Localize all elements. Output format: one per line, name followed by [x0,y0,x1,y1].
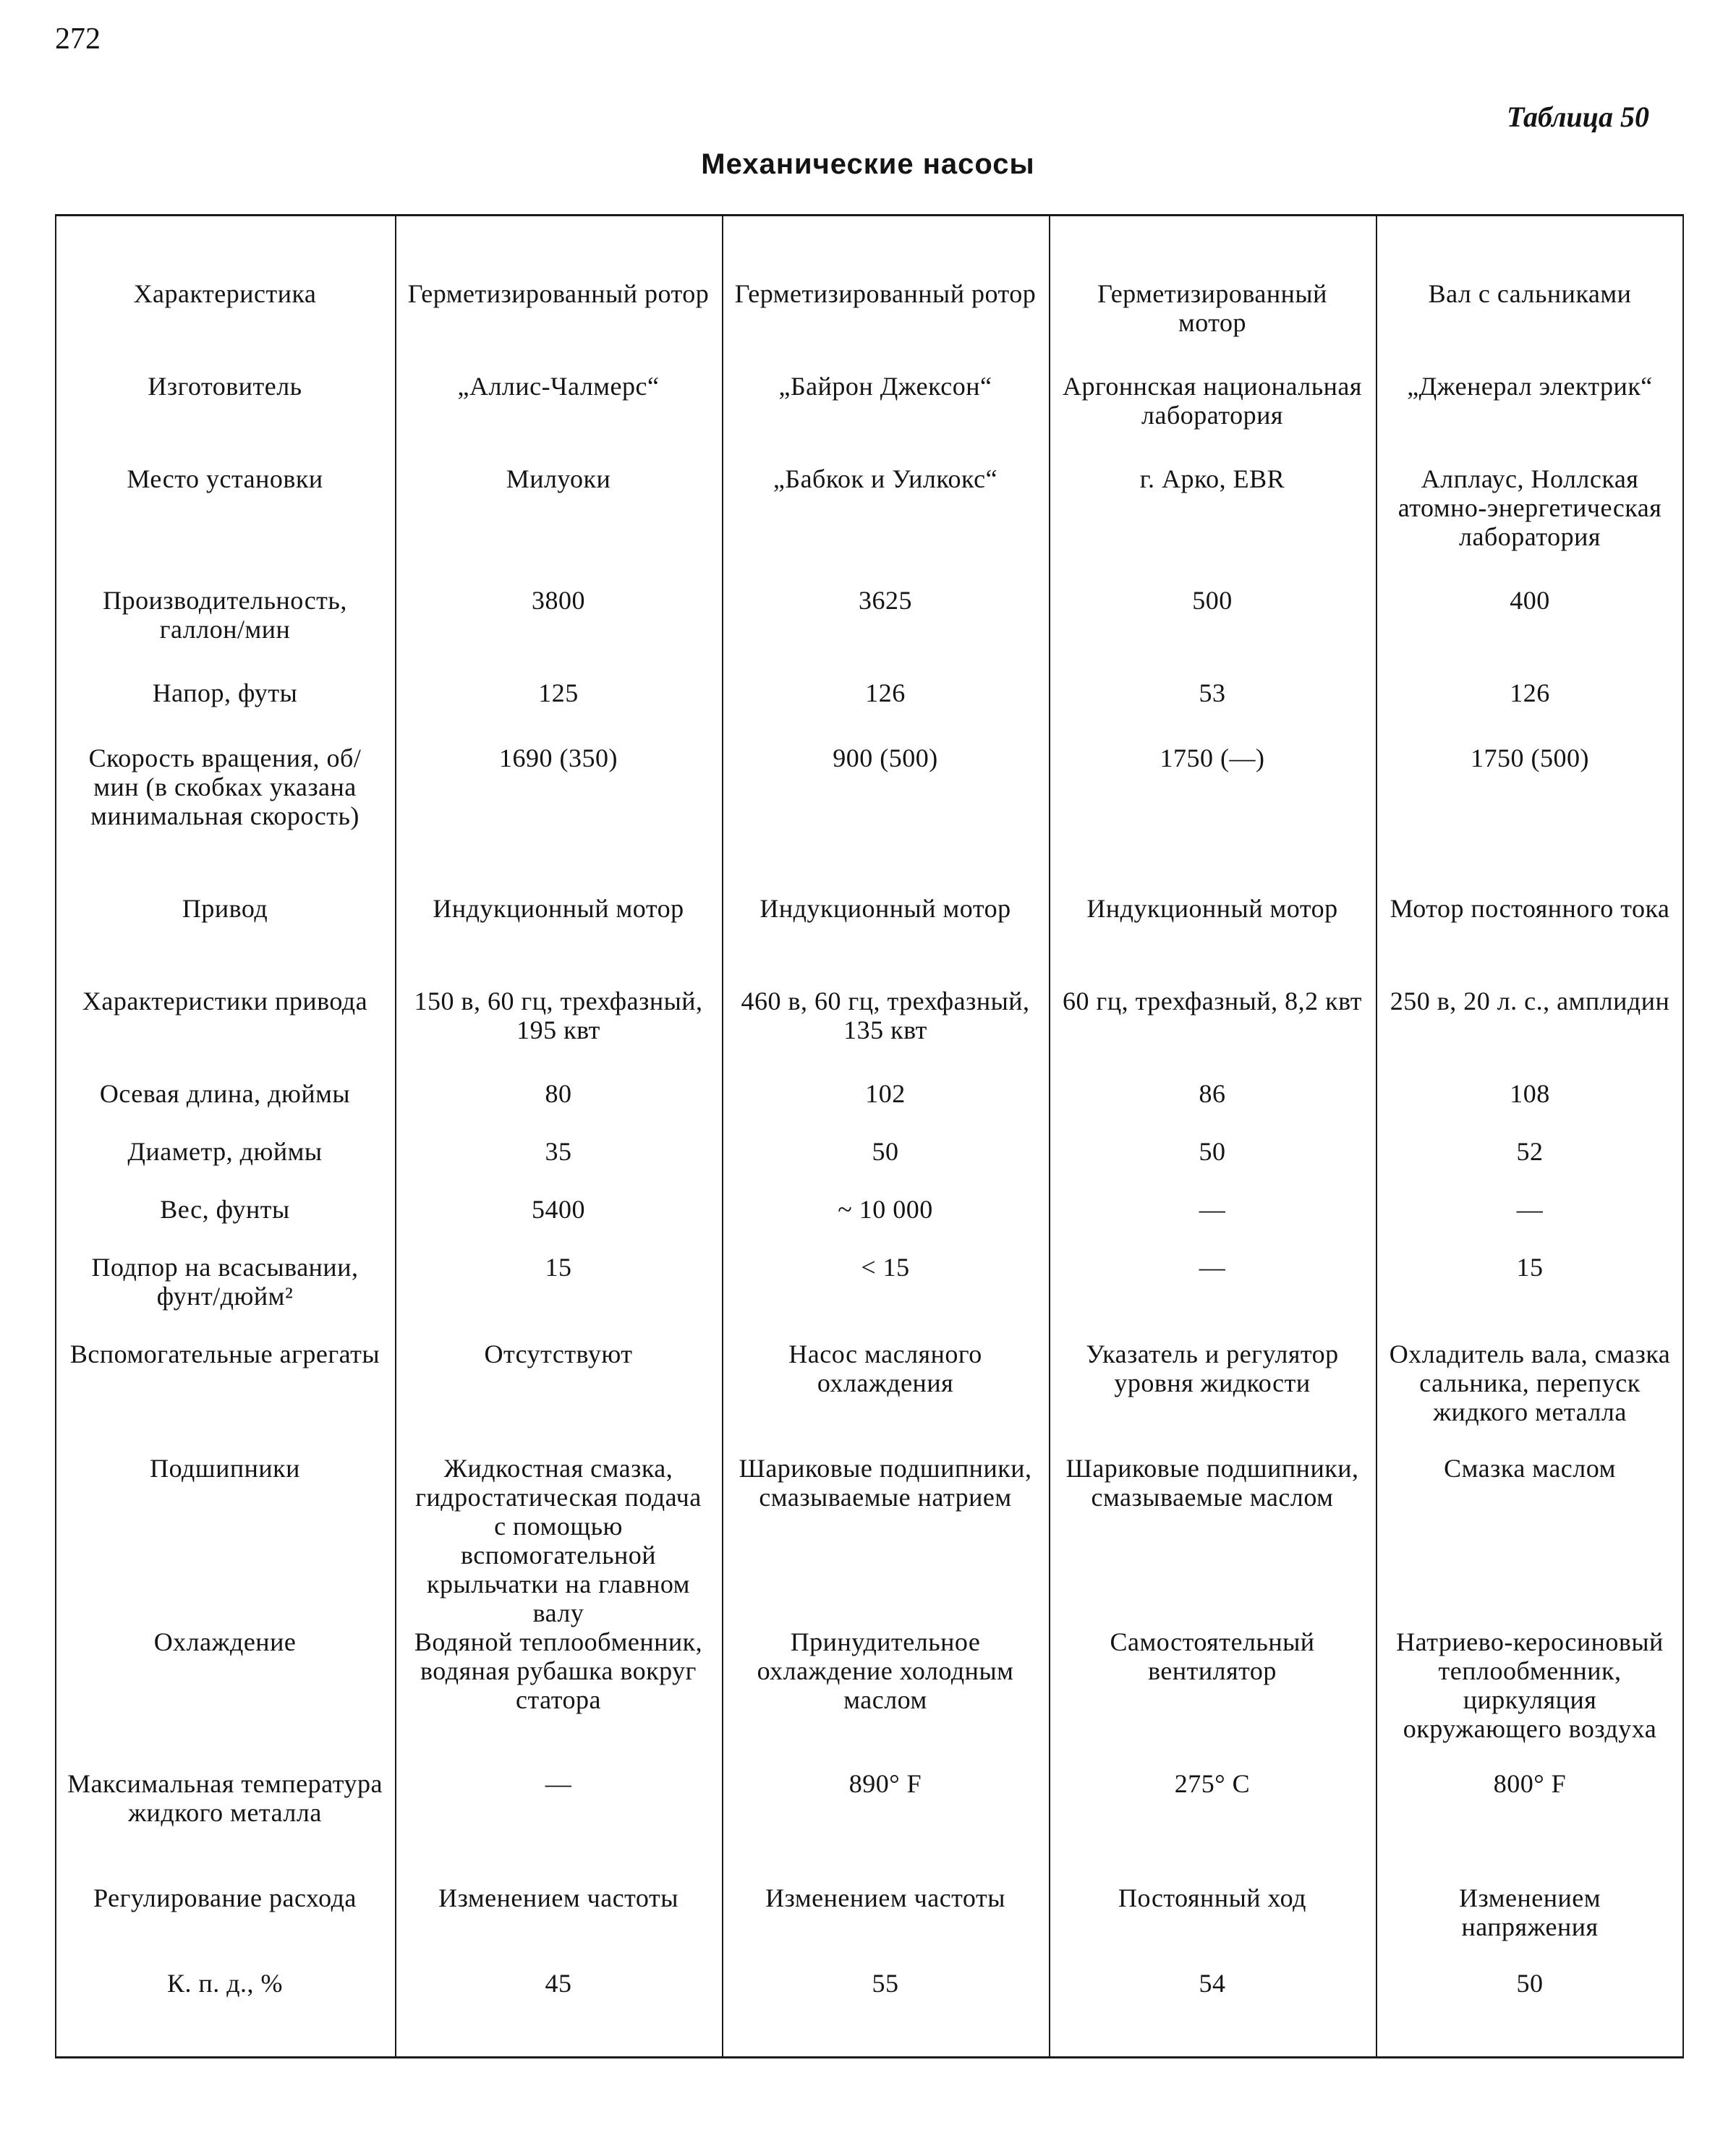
table-row [55,1137,1684,1195]
table-cell: „Байрон Джексон“ [778,372,992,401]
row-label: Характеристика [133,279,317,308]
table-cell: Смазка маслом [1444,1454,1616,1483]
table-cell: 60 гц, трехфазный, 8,2 квт [1063,987,1362,1015]
table-cell: 52 [1516,1137,1544,1166]
table-cell: Индукционный мотор [1086,894,1338,923]
table-row [55,894,1684,987]
table-cell: 102 [865,1079,906,1108]
table-cell: „Дженерал электрик“ [1407,372,1653,401]
table-row [55,1253,1684,1340]
row-label: Изготовитель [148,372,302,401]
table-cell: Изменением напряжения [1458,1883,1601,1941]
row-label: Максимальная температура жидкого металла [67,1769,383,1827]
pumps-table [55,279,1684,2034]
row-label: Напор, футы [152,678,298,707]
table-body [55,279,1684,2034]
table-cell: 125 [538,678,579,707]
table-cell: 1750 (—) [1160,744,1265,772]
table-cell: 54 [1199,1969,1226,1998]
table-row [55,1079,1684,1137]
table-cell: 400 [1510,586,1550,615]
table-cell: Постоянный ход [1118,1883,1306,1912]
table-cell: 3800 [532,586,585,615]
row-label: Скорость вращения, об/мин (в скобках указана минимальная скорость) [88,744,362,830]
table-row [55,678,1684,744]
table-cell: — [1199,1253,1226,1282]
table-cell: Самостоятельный вентилятор [1110,1627,1315,1685]
table-cell: — [545,1769,572,1798]
table-row [55,279,1684,372]
table-cell: 460 в, 60 гц, трехфазный, 135 квт [741,987,1030,1044]
table-cell: Изменением частоты [765,1883,1005,1912]
table-cell: 500 [1192,586,1233,615]
table-row [55,1340,1684,1454]
table-cell: 5400 [532,1195,585,1224]
row-label: Вес, фунты [160,1195,290,1224]
row-label: Охлаждение [153,1627,297,1656]
table-bottom-rule [55,2056,1684,2058]
table-title: Механические насосы [701,148,1035,180]
table-cell: Принудительное охлаждение холодным маслом [757,1627,1014,1714]
table-cell: Водяной теплообменник, водяная рубашка вокруг статора [414,1627,703,1714]
table-cell: 1690 (350) [499,744,618,772]
table-cell: Шариковые подшипники, смазываемые маслом [1065,1454,1359,1512]
table-cell: 35 [545,1137,572,1166]
table-row [55,372,1684,464]
table-row [55,1627,1684,1769]
table-cell: Насос масляного охлаждения [788,1340,982,1397]
table-cell: 80 [545,1079,572,1108]
table-row [55,1454,1684,1627]
row-label: Подшипники [150,1454,300,1483]
row-label: Привод [182,894,268,923]
table-cell: 15 [545,1253,572,1282]
table-cell: 126 [1510,678,1550,707]
table-row [55,1769,1684,1883]
table-cell: Герметизированный ротор [407,279,710,308]
table-cell: Герметизированный ротор [734,279,1037,308]
table-cell: Индукционный мотор [433,894,684,923]
table-cell: 50 [872,1137,899,1166]
row-label: Диаметр, дюймы [127,1137,323,1166]
table-top-rule [55,214,1684,216]
table-cell: 3625 [859,586,912,615]
table-cell: Изменением частоты [438,1883,678,1912]
table-cell: ~ 10 000 [838,1195,933,1224]
table-row [55,586,1684,678]
table-cell: 1750 (500) [1471,744,1589,772]
row-label: Осевая длина, дюймы [99,1079,351,1108]
table-cell: Жидкостная смазка, гидростатическая подача с помощью вспомогательной крыльчатки на главном валу [415,1454,702,1627]
table-cell: — [1199,1195,1226,1224]
table-cell: Указатель и регулятор уровня жидкости [1086,1340,1339,1397]
row-label: Подпор на всасывании, фунт/дюйм² [91,1253,359,1311]
table-cell: < 15 [861,1253,910,1282]
table-cell: 50 [1516,1969,1544,1998]
table-cell: Охладитель вала, смазка сальника, перепуск жидкого металла [1389,1340,1671,1426]
table-cell: Герметизированный мотор [1097,279,1327,337]
table-row [55,1883,1684,1969]
table-cell: 126 [865,678,906,707]
table-cell: 800° F [1493,1769,1567,1798]
table-cell: 15 [1516,1253,1544,1282]
table-cell: 50 [1199,1137,1226,1166]
table-row [55,744,1684,894]
table-cell: 275° C [1174,1769,1251,1798]
table-cell: Индукционный мотор [760,894,1011,923]
table-cell: Аргоннская национальная лаборатория [1063,372,1362,430]
table-cell: 45 [545,1969,572,1998]
table-cell: Шариковые подшипники, смазываемые натрием [739,1454,1032,1512]
row-label: К. п. д., % [166,1969,284,1998]
table-cell: „Бабкок и Уилкокс“ [773,464,998,493]
table-cell: Натриево-керосиновый теплообменник, циркуляция окружающего воздуха [1396,1627,1664,1743]
page-number: 272 [55,22,101,56]
table-cell: 108 [1510,1079,1550,1108]
row-label: Место установки [127,464,323,493]
table-cell: г. Арко, EBR [1139,464,1285,493]
row-label: Характеристики привода [82,987,368,1015]
table-row [55,987,1684,1079]
table-cell: Отсутствуют [484,1340,633,1368]
table-cell: 250 в, 20 л. с., амплидин [1390,987,1670,1015]
table-label: Таблица 50 [1507,101,1649,133]
row-label: Регулирование расхода [93,1883,357,1912]
row-label: Вспомогательные агрегаты [69,1340,380,1368]
table-cell: 53 [1199,678,1226,707]
table-row [55,464,1684,586]
row-label: Производительность, галлон/мин [103,586,347,644]
table-row [55,1195,1684,1253]
table-cell: „Аллис-Чалмерс“ [457,372,660,401]
table-cell: 890° F [848,1769,922,1798]
table-cell: 150 в, 60 гц, трехфазный, 195 квт [414,987,703,1044]
table-cell: 900 (500) [833,744,938,772]
table-cell: — [1516,1195,1544,1224]
table-cell: Милуоки [506,464,611,493]
table-row [55,1969,1684,2034]
table-cell: Алплаус, Ноллская атомно-энергетическая лаборатория [1397,464,1662,551]
table-cell: 55 [872,1969,899,1998]
table-frame [55,214,1684,2058]
table-cell: 86 [1199,1079,1226,1108]
table-cell: Мотор постоянного тока [1390,894,1670,923]
table-cell: Вал с сальниками [1428,279,1632,308]
